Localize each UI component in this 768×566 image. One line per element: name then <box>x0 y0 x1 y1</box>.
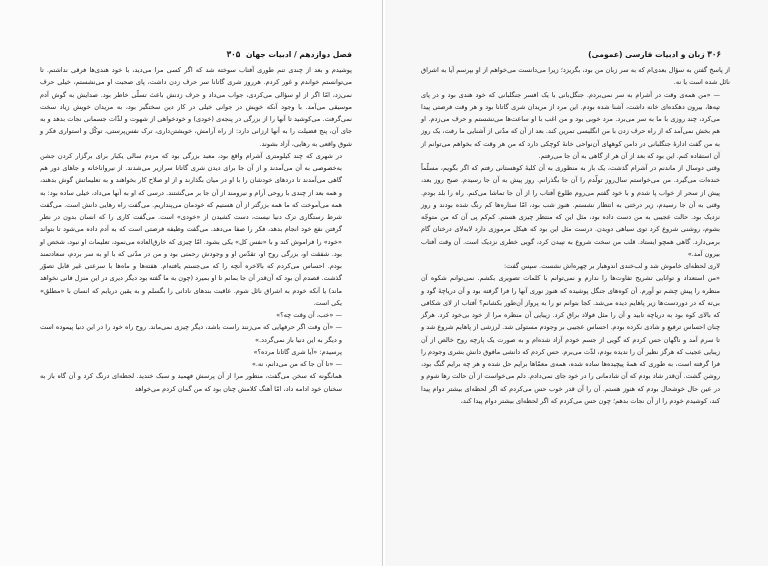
dialogue-line: — «آن وقت اگر حرفهایی که می‌زنند راست باشد، دیگر چیزی نمی‌ماند. روح راه خود را در این دنیا پیموده است و دیگر به این دنیا باز نمی‌گردد.» <box>40 323 342 344</box>
page-number: ۳۰۶ <box>707 50 721 60</box>
body-text <box>421 64 730 407</box>
paragraph: پوشیدم و بعد از چندی تنم طوری آفتاب سوخته شد که اگر کسی مرا می‌دید، با خود هندی‌ها فرقی نداشتم. تا می‌توانستم خواندم و غور کردم. هرروز شری گاتانا سر حرف زدن داشت، پای صحبت او می‌نشستم، خیلی حرف نمی‌زد، امّا اگر از او سؤالی می‌کردی، جواب می‌داد و حرف زدنش باعث تسلّی خاطر بود. صدایش به گوش آدم موسیقی می‌آمد. با وجود آنکه خویش در جوانی خیلی در کار دین سختگیر بود، به مریدان خویش زیاد سخت نمی‌گرفت. می‌کوشید تا آنها را از بزرگی در پنجه‌ی (خودی) و خودخواهی از شهوت و لذّات جسمانی نجات بدهد و به جای آن، پنج فضیلت را به آنها ارزانی دارد: از راه آرامش، خویشتن‌داری، ترک نفس‌پرستی، توکّل و استواری فکر و شوق واقعی به رهایی، آزاد بشوند. <box>40 66 352 148</box>
paragraph: لاری لحظه‌ای خاموش شد و لب‌خندی اندوهبار بر چهره‌اش نشست. سپس گفت: <box>503 262 720 270</box>
paragraph: — «من همه‌ی وقت در آشرام به سر نمی‌بردم. جنگل‌بانی با یک افسر جنگلبانی که خود هندی بود و در پای تپه‌ها، بیرون دهکده‌ای خانه داشت، آشنا شده بودم. این مرد از مریدان شری گاتانا بود و هر وقت فرصتی پیدا می‌کرد، چند روزی با ما به سر می‌برد. مرد خوبی بود و من اغب با او ساعت‌ها می‌نشستم و حرف می‌زدم. او هم بخش نمی‌آمد که از راه حرف زدن با من انگلیسی تمرین کند. بعد از آن که مدّتی از آشنایی ما رفت، یک روز به من گفت ادارهٔ جنگلبانی در دامن کوههای آن‌نواحی خانهٔ کوچکی دارد که من هر وقت که بخواهم می‌توانم از آن استفاده کنم. این بود که بعد از آن هر از گاهی به آن جا می‌رفتم. <box>421 90 720 160</box>
running-head <box>588 50 724 60</box>
dialogue-line: — «تا آن جا که من می‌دانم، نه.» <box>251 360 342 368</box>
running-head <box>227 50 352 60</box>
body-text <box>40 64 352 395</box>
paragraph: همانگونه که سخن می‌گفت، منظور مرا از آن پرسش فهمید و سبک خندید. لحظه‌ای درنگ کرد و آن گاه باز به سخنان خود ادامه داد، امّا آهنگ کلامش چنان بود که من گمان کردم می‌خواهد <box>40 372 342 393</box>
paragraph: در شهری که چند کیلومتری آشرام واقع بود، معبد بزرگی بود که مردم سالی یکبار برای برگزار کردن جشن به‌خصوصی به آن می‌آمدند و از آن جا برای دیدن شری گاتانا سرازیر می‌شدند. از نیروانا‌خانه و جاهای دور هم گاهی می‌آمدند تا دردهای خودشان را با او در میان بگذارند و از او صلاح کار بخواهند و به تعلیماتش گوش بدهند، و همه بعد از چندی با روحی آرام و نیرومند از آن جا بر می‌گشتند. درسی که او به آنها می‌داد، خیلی ساده بود: به همه می‌آموخت که ما همه بزرگتر از آن هستیم که خودمان می‌پنداریم. می‌گفت راه رهایی دانش است. می‌گفت شرط رستگاری ترک دنیا نیست، دست کشیدن از «خودی» است. می‌گفت کاری را که انسان بدون در نظر گرفتن نفع خود انجام بدهد، فکر را صفا می‌دهد. می‌گفت وظیفه فرصتی است که به آدم داده می‌شود تا بتواند «خود» را فراموش کند و با «نفس کل» یکی بشود. امّا چیزی که خارق‌العاده می‌نمود، تعلیمات او نبود، شخص او بود. شفقت او، بزرگی روح او، تقدّس او و وجودش رحمتی بود و من در مدّتی که با او به سر بردم، سعادتمند بودم. احساس می‌کردم که بالاخره آنچه را که می‌جستم یافته‌ام. هفته‌ها و ماه‌ها با سرعتی غیر قابل تصوّر گذشت. قصدم آن بود که آن‌قدر آن جا بمانم تا او بمیرد (چون به ما گفته بود دیگر دیری در این منزل فانی نخواهد ماند) یا آنکه خودم به اشراق نائل شوم. عاقبت بندهای نادانی را بگسلم و به یقین دریابم که انسان با «مطلق» یکی است. <box>40 151 342 307</box>
paragraph: از پاسخ گفتن به سؤال بعدی‌ام که به سر زبان من بود، بگریزد؛ زیرا می‌دانست می‌خواهم از او بپرسم آیا به اشراق نائل شده است یا نه. <box>421 66 730 87</box>
dialogue-line: — «خب، آن وقت چه؟» <box>276 311 342 319</box>
right-page <box>385 0 768 566</box>
header-title: زبان و ادبیات فارسی (عمومی) <box>588 50 705 59</box>
paragraph: وقتی دوسال از ماندنم در آشرام گذشت، یک بار به منظوری به آن کلبهٔ کوهستانی رفتم که اگر بگویم، مسلّماً خنده‌ات می‌گیرد. من می‌خواستم سال‌روز تولّدم را آن جا بگذرانم. روز پیش به آن جا رسیدم. صبح روز بعد، پیش از سحر از خواب پا شدم و با خود گفتم می‌روم طلوع آفتاب را از آن جا تماشا می‌کنم. راه را بلد بودم. وقتی به آن جا رسیدم، زیر درختی به انتظار نشستم. هنوز شب بود، امّا ستاره‌ها کم رنگ شده بودند و روز نزدیک بود. حالت عجیبی به من دست داده بود، مثل این که منتظر چیزی هستم. کم‌کم پی آن که من متوجّه بشوم، روشنی شروع کرد توی سیاهی دویدن. درست مثل این بود که هیکل مرموزی دارد لابه‌لای درختان گام برمی‌دارد. گاهی همچو ایستاد. قلب من سخت شروع به تپیدن کرد، گویی خطری نزدیک است. آن وقت آفتاب بیرون آمد.» <box>421 164 720 258</box>
header-title: فصل دوازدهم / ادبیات جهان <box>245 50 352 59</box>
left-page <box>0 0 383 566</box>
dialogue-line: پرسیدم: «آیا شری گاتانا مرده؟» <box>253 347 342 356</box>
paragraph: «من استعداد و توانایی تشریح تفاوت‌ها را ندارم و نمی‌توانم با کلمات تصویری بکشم. نمی‌توانم شکوه آن منظره را پیش چشم تو آورم. آن کوه‌های جنگل پوشیده که هنوز نوری آنها را فرا گرفته بود و آن دریاچهٔ گود و بی‌ته که در دوردست‌ها زیر پاهایم دیده می‌شد. کجا بتوانم تو را به پرواز آن‌طور بکشانم؟ آفتاب از لای شکافی که بالای کوه بود به دریاچه تابید و آن را مثل فولاد براق کرد. زیبایی آن منظره مرا از خود بی‌خود کرد. هرگز چنان احساس ترفیع و شادی نکرده بودم. احساس عجیبی بر وجودم مستولی شد. لرزشی از پاهایم شروع شد و تا سرم آمد و ناگهان حس کردم که گویی از جسم خودم آزاد شده‌ام و به صورت یک پارچه روح خالص از آن زیبایی عجیب که هرگز نظیر آن را ندیده بودم، لذّت می‌برم. حس کردم که دانشی مافوق دانش بشری وجودم را فرا گرفته است، به طوری که همهٔ پیچیده‌ها ساده شده، همه‌ی معمّاها برایم حل شده و هر چه برایم گنگ بود، روشن گشت. آن‌قدر شاد بودم که آن شادمانی را در خود جای نمی‌دادم. دلم می‌خواست از آن حالت رها شوم و در عین حال خوشحال بودم که هنوز هستم. آن را آن قدر خوب حس می‌کردم که اگر لحظه‌ای بیشتر دوام پیدا کند، کوشیدم خودم را از آن نجات بدهم؛ چون حس می‌کردم که اگر لحظه‌ای بیشتر دوام پیدا کند، <box>421 274 720 405</box>
page-number: ۳۰۵ <box>226 50 241 60</box>
